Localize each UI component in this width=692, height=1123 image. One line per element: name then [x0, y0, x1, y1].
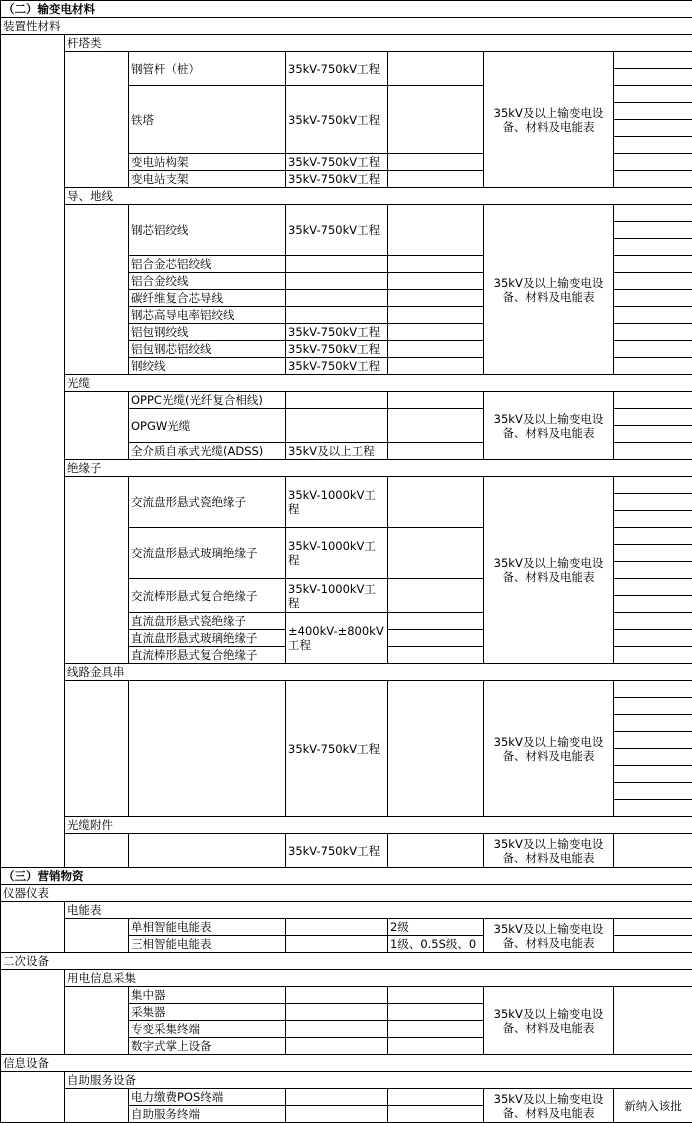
note-cell: [614, 120, 692, 137]
blank-cell: [1, 970, 65, 1055]
item-name: 自助服务终端: [129, 1106, 286, 1123]
note-cell: [614, 562, 692, 579]
item-name: OPGW光缆: [129, 409, 286, 443]
blank-cell: [65, 919, 129, 953]
item-name: 交流盘形悬式瓷绝缘子: [129, 477, 286, 528]
item-name: 铝包钢绞线: [129, 324, 286, 341]
item-scope: [286, 1038, 388, 1055]
item-name: [129, 681, 286, 817]
item-name: 数字式掌上设备: [129, 1038, 286, 1055]
item-name: 钢绞线: [129, 358, 286, 375]
category-label: 仪器仪表: [1, 885, 692, 902]
item-spec: [388, 647, 484, 664]
item-name: 铝包钢芯铝绞线: [129, 341, 286, 358]
note-cell: [614, 273, 692, 290]
note-cell: [614, 86, 692, 103]
item-scope: [286, 409, 388, 443]
blank-cell: [1, 1072, 65, 1123]
item-spec: [388, 154, 484, 171]
item-spec: [388, 1089, 484, 1106]
list-name: 35kV及以上输变电设备、材料及电能表: [484, 477, 614, 664]
item-spec: [388, 528, 484, 579]
item-name: 直流盘形悬式瓷绝缘子: [129, 613, 286, 630]
item-spec: [388, 358, 484, 375]
item-scope: 35kV-1000kV工程: [286, 477, 388, 528]
subcategory-label: 杆塔类: [65, 35, 692, 52]
note-cell: [614, 341, 692, 358]
note-cell: [614, 715, 692, 732]
list-name: 35kV及以上输变电设备、材料及电能表: [484, 987, 614, 1055]
item-spec: [388, 443, 484, 460]
note-cell: [614, 766, 692, 783]
note-cell: [614, 494, 692, 511]
list-name: 35kV及以上输变电设备、材料及电能表: [484, 919, 614, 953]
list-name: 35kV及以上输变电设备、材料及电能表: [484, 681, 614, 817]
subcategory-label: 导、地线: [65, 188, 692, 205]
note-cell: [614, 613, 692, 630]
item-name: 铝合金芯铝绞线: [129, 256, 286, 273]
subcategory-label: 用电信息采集: [65, 970, 692, 987]
item-scope: [286, 273, 388, 290]
note-cell: [614, 681, 692, 698]
item-scope: [286, 919, 388, 936]
list-name: 35kV及以上输变电设备、材料及电能表: [484, 205, 614, 375]
item-spec: [388, 307, 484, 324]
item-scope: [286, 1004, 388, 1021]
item-name: 集中器: [129, 987, 286, 1004]
category-label: 信息设备: [1, 1055, 692, 1072]
item-spec: [388, 341, 484, 358]
item-spec: 1级、0.5S级、0: [388, 936, 484, 953]
note-cell: [614, 171, 692, 188]
note-cell: [614, 936, 692, 953]
note-cell: [614, 919, 692, 936]
item-scope: 35kV-750kV工程: [286, 86, 388, 154]
item-name: 采集器: [129, 1004, 286, 1021]
category-label: 二次设备: [1, 953, 692, 970]
note-cell: [614, 477, 692, 494]
note-cell: [614, 290, 692, 307]
item-scope: 35kV-750kV工程: [286, 205, 388, 256]
item-spec: [388, 579, 484, 613]
subcategory-label: 光缆附件: [65, 817, 692, 834]
item-name: 直流棒形悬式复合绝缘子: [129, 647, 286, 664]
list-name: 35kV及以上输变电设备、材料及电能表: [484, 52, 614, 188]
category-label: 装置性材料: [1, 18, 692, 35]
item-spec: [388, 273, 484, 290]
blank-cell: [65, 1089, 129, 1123]
item-name: 全介质自承式光缆(ADSS): [129, 443, 286, 460]
item-name: 直流盘形悬式玻璃绝缘子: [129, 630, 286, 647]
section-title: （三）营销物资: [1, 868, 692, 885]
item-scope: [286, 936, 388, 953]
item-name: 铝合金绞线: [129, 273, 286, 290]
note-cell: [614, 698, 692, 715]
item-spec: [388, 52, 484, 86]
item-spec: [388, 392, 484, 409]
subcategory-label: 电能表: [65, 902, 692, 919]
item-scope: [286, 1021, 388, 1038]
item-scope: ±400kV-±800kV工程: [286, 613, 388, 664]
note-cell: [614, 800, 692, 817]
item-scope: 35kV-750kV工程: [286, 681, 388, 817]
note-cell: [614, 630, 692, 647]
item-name: 单相智能电能表: [129, 919, 286, 936]
item-name: OPPC光缆(光纤复合相线): [129, 392, 286, 409]
note-cell: [614, 52, 692, 69]
item-scope: 35kV-750kV工程: [286, 358, 388, 375]
blank-cell: [1, 902, 65, 953]
item-scope: [286, 290, 388, 307]
note-cell: [614, 103, 692, 120]
item-scope: 35kV-1000kV工程: [286, 528, 388, 579]
item-spec: [388, 477, 484, 528]
item-spec: 2级: [388, 919, 484, 936]
note-cell: [614, 222, 692, 239]
note-cell: [614, 239, 692, 256]
item-name: 交流盘形悬式玻璃绝缘子: [129, 528, 286, 579]
note-cell: [614, 545, 692, 562]
item-scope: [286, 392, 388, 409]
item-scope: 35kV-750kV工程: [286, 154, 388, 171]
note-cell: [614, 783, 692, 800]
item-name: 电力缴费POS终端: [129, 1089, 286, 1106]
note-cell: [614, 749, 692, 766]
item-scope: [286, 1089, 388, 1106]
item-spec: [388, 630, 484, 647]
blank-cell: [65, 681, 129, 817]
item-name: [129, 834, 286, 868]
note-cell: [614, 834, 692, 868]
note-cell: [614, 154, 692, 171]
note-cell: [614, 392, 692, 409]
item-spec: [388, 1038, 484, 1055]
item-name: 专变采集终端: [129, 1021, 286, 1038]
note-cell: [614, 409, 692, 426]
item-spec: [388, 834, 484, 868]
item-name: 交流棒形悬式复合绝缘子: [129, 579, 286, 613]
item-scope: [286, 307, 388, 324]
item-scope: 35kV-750kV工程: [286, 52, 388, 86]
list-name: 35kV及以上输变电设备、材料及电能表: [484, 1089, 614, 1123]
blank-cell: [65, 987, 129, 1055]
note-cell: [614, 256, 692, 273]
item-scope: 35kV及以上工程: [286, 443, 388, 460]
note-cell: [614, 307, 692, 324]
item-spec: [388, 256, 484, 273]
item-name: 三相智能电能表: [129, 936, 286, 953]
item-spec: [388, 1004, 484, 1021]
item-spec: [388, 205, 484, 256]
list-name: 35kV及以上输变电设备、材料及电能表: [484, 392, 614, 460]
note-cell: [614, 205, 692, 222]
item-spec: [388, 171, 484, 188]
blank-cell: [65, 205, 129, 375]
item-spec: [388, 86, 484, 154]
note-cell: [614, 358, 692, 375]
item-scope: 35kV-750kV工程: [286, 341, 388, 358]
note-cell: [614, 732, 692, 749]
item-name: 变电站构架: [129, 154, 286, 171]
item-scope: 35kV-750kV工程: [286, 324, 388, 341]
note-cell: [614, 137, 692, 154]
item-spec: [388, 987, 484, 1004]
note-cell: [614, 511, 692, 528]
item-scope: 35kV-750kV工程: [286, 171, 388, 188]
blank-cell: [65, 477, 129, 664]
note-cell: [614, 647, 692, 664]
item-scope: [286, 1106, 388, 1123]
blank-cell: [65, 834, 129, 868]
list-name: 35kV及以上输变电设备、材料及电能表: [484, 834, 614, 868]
item-name: 变电站支架: [129, 171, 286, 188]
item-spec: [388, 613, 484, 630]
item-scope: [286, 256, 388, 273]
item-name: 钢芯铝绞线: [129, 205, 286, 256]
item-scope: 35kV-1000kV工程: [286, 579, 388, 613]
item-name: 铁塔: [129, 86, 286, 154]
subcategory-label: 光缆: [65, 375, 692, 392]
subcategory-label: 绝缘子: [65, 460, 692, 477]
item-spec: [388, 290, 484, 307]
note-cell: 新纳入该批: [614, 1089, 692, 1123]
item-name: 钢芯高导电率铝绞线: [129, 307, 286, 324]
blank-cell: [1, 35, 65, 868]
section-title: （二）输变电材料: [1, 1, 692, 18]
note-cell: [614, 69, 692, 86]
blank-cell: [65, 392, 129, 460]
item-spec: [388, 1106, 484, 1123]
note-cell: [614, 426, 692, 443]
note-cell: [614, 528, 692, 545]
blank-cell: [65, 52, 129, 188]
note-cell: [614, 443, 692, 460]
item-spec: [388, 324, 484, 341]
subcategory-label: 线路金具串: [65, 664, 692, 681]
note-cell: [614, 579, 692, 596]
item-spec: [388, 1021, 484, 1038]
subcategory-label: 自助服务设备: [65, 1072, 692, 1089]
item-name: 碳纤维复合芯导线: [129, 290, 286, 307]
item-name: 钢管杆（桩）: [129, 52, 286, 86]
item-scope: [286, 987, 388, 1004]
item-scope: 35kV-750kV工程: [286, 834, 388, 868]
note-cell: [614, 987, 692, 1055]
item-spec: [388, 681, 484, 817]
note-cell: [614, 324, 692, 341]
note-cell: [614, 596, 692, 613]
item-spec: [388, 409, 484, 443]
